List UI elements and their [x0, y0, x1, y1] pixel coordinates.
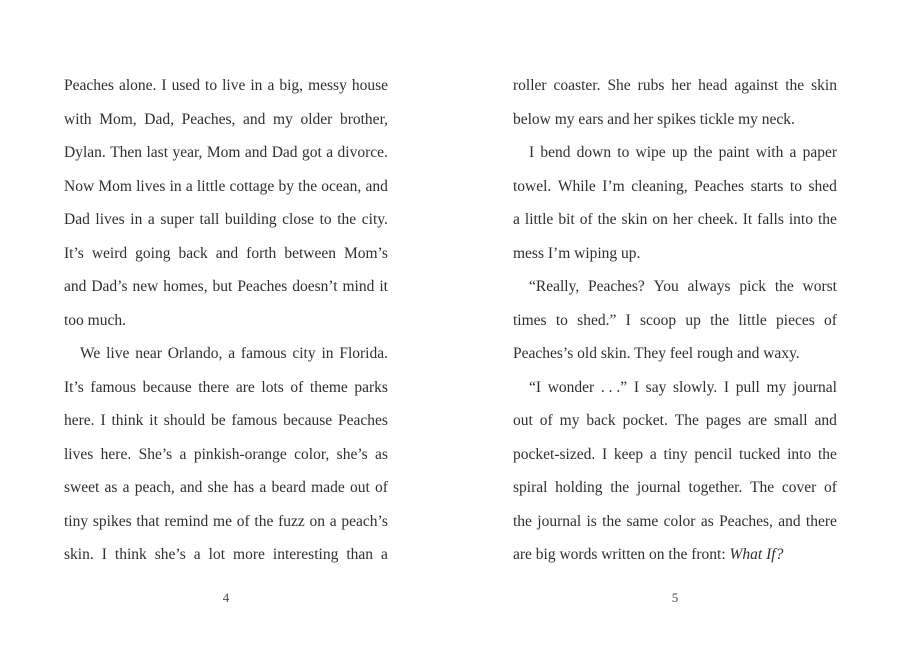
text-line: Dylan. Then last year, Mom and Dad got a divorce. [64, 144, 388, 161]
text-line: It’s famous because there are lots of theme parks [64, 378, 388, 396]
text-line: Now Mom lives in a little cottage by the ocean, and [64, 177, 388, 195]
text-line: a little bit of the skin on her cheek. It falls into the [513, 211, 837, 228]
text-line: “Really, Peaches? You always pick the worst [529, 278, 837, 295]
text-line: We live near Orlando, a famous city in Florida. [80, 345, 388, 362]
text-line: “I wonder . . .” I say slowly. I pull my journal [529, 378, 837, 396]
text-line: out of my back pocket. The pages are small and [513, 412, 837, 429]
text-line: spiral holding the journal together. The cover of [513, 479, 837, 496]
page-number-left: 4 [222, 590, 230, 605]
text-line: lives here. She’s a pinkish-orange color, she’s as [64, 445, 388, 463]
text-line: and Dad’s new homes, but Peaches doesn’t mind it [64, 278, 388, 295]
text-line: towel. While I’m cleaning, Peaches starts to shed [513, 177, 837, 195]
text-line: skin. I think she’s a lot more interesting than a [64, 546, 388, 563]
text-line: sweet as a peach, and she has a beard made out of [64, 479, 388, 496]
text-line: I bend down to wipe up the paint with a paper [529, 144, 837, 161]
text-line: times to shed.” I scoop up the little pieces of [513, 311, 837, 329]
text-line: Dad lives in a super tall building close to the city. [64, 211, 388, 228]
page-right-text [513, 69, 837, 572]
text-line: below my ears and her spikes tickle my neck. [513, 110, 795, 128]
text-line: It’s weird going back and forth between Mom’s [64, 244, 388, 262]
text-line: too much. [64, 311, 126, 329]
text-line: tiny spikes that remind me of the fuzz on a peach’s [64, 512, 388, 530]
text-line: Peaches’s old skin. They feel rough and waxy. [513, 345, 800, 362]
text-line: the journal is the same color as Peaches, and there [513, 512, 837, 530]
text-line: here. I think it should be famous because Peaches [64, 412, 388, 429]
text-line: roller coaster. She rubs her head against the skin [513, 77, 837, 94]
text-line: with Mom, Dad, Peaches, and my older brother, [64, 110, 388, 128]
text-line: Peaches alone. I used to live in a big, messy house [64, 77, 388, 94]
page-number-right: 5 [671, 590, 679, 605]
text-line: pocket-sized. I keep a tiny pencil tucked into the [513, 445, 837, 463]
text-line: are big words written on the front: What If? [513, 546, 784, 563]
page-left-text [64, 69, 388, 572]
text-line: mess I’m wiping up. [513, 244, 641, 262]
